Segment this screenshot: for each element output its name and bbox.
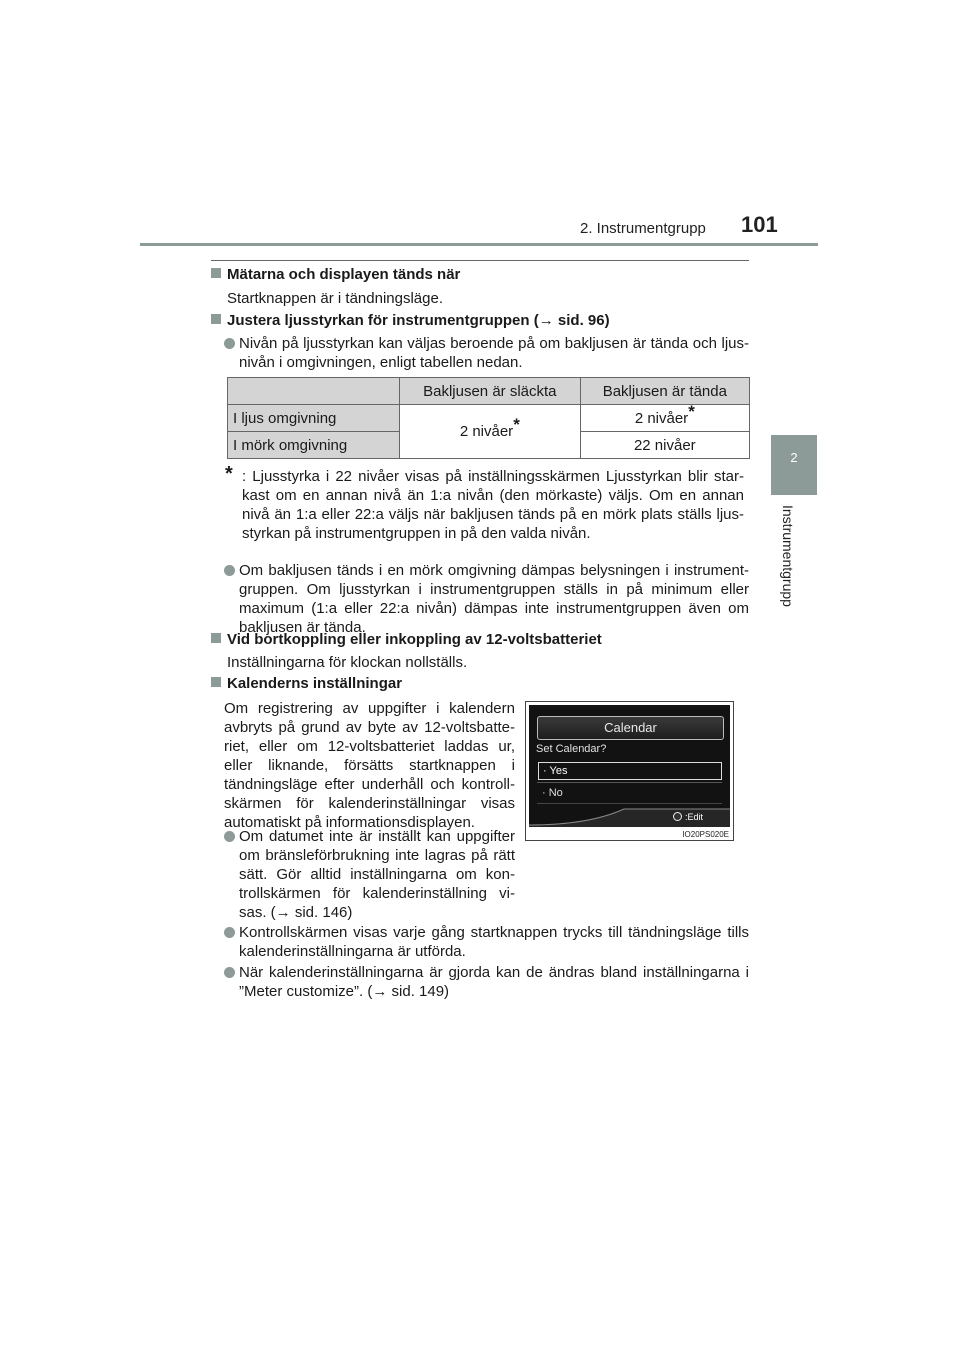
chapter-tab [771, 435, 817, 495]
bullet-text: Om datumet inte är inställt kan uppgifter om bränsleförbrukning inte lagras på rätt sätt. Gör alltid inställningarna om kon-trollskärmen för kalenderinställning vi-sas. (→ sid. 146) [239, 828, 515, 921]
divider [537, 782, 722, 783]
chapter-tab-label: Instrumentgrupp [780, 505, 796, 607]
calendar-screen-illustration [525, 701, 734, 841]
dial-knob-icon [673, 812, 682, 821]
section-heading: Kalenderns inställningar [211, 675, 402, 692]
table-row-label: I ljus omgivning [228, 405, 400, 432]
section-text: Startknappen är i tändningsläge. [227, 290, 443, 307]
screen-prompt: Set Calendar? [536, 743, 607, 755]
footnote-text: : Ljusstyrka i 22 nivåer visas på inställningsskärmen Ljusstyrkan blir star-kast om en annan nivå än 1:a nivån (den mörkaste) väljs. Om en annan nivå än 1:a eller 22:a väljs när bakljusen tänds på en mörk plats ställs ljus-styrkan på instrumentgruppen in på den valda nivån. [242, 468, 744, 542]
chapter-tab-number: 2 [790, 450, 798, 465]
bullet-text: Kontrollskärmen visas varje gång startknappen trycks till tändningsläge tills kalenderinställningarna är utförda. [239, 924, 749, 960]
brightness-table [227, 377, 750, 459]
bullet-text: Om bakljusen tänds i en mörk omgivning dämpas belysningen i instrument-gruppen. Om ljusstyrkan i instrumentgruppen ställs in på minimum eller maximum (1:a eller 22:a nivån) dämpas inte instrumentgruppen även om bakljusen är tända. [239, 562, 749, 636]
image-code: IO20PS020E [682, 830, 729, 839]
option-yes: · Yes [538, 762, 722, 780]
table-corner [228, 378, 400, 405]
round-bullet-icon [224, 338, 235, 349]
display-screen [529, 705, 730, 827]
table-cell: 2 nivåer* [580, 405, 749, 432]
section-text: Om registrering av uppgifter i kalendern avbryts på grund av byte av 12-voltsbatte-riet, eller om 12-voltsbatteriet laddas ur, eller liknande, försätts startknappen i tändningsläge efter underhåll och kontroll-skärmen för kalenderinställningar visas automatiskt på informationsdisplayen. [224, 700, 515, 831]
square-bullet-icon [211, 677, 221, 687]
divider [537, 803, 722, 804]
section-heading: Justera ljusstyrkan för instrumentgruppen (→ sid. 96) [211, 312, 610, 329]
section-heading: Vid bortkoppling eller inkoppling av 12-voltsbatteriet [211, 631, 602, 648]
page-number: 101 [741, 212, 778, 237]
table-row-label: I mörk omgivning [228, 432, 400, 459]
screen-title: Calendar [537, 716, 724, 740]
table-header: Bakljusen är släckta [400, 378, 581, 405]
table-cell: 2 nivåer* [400, 405, 581, 459]
section-text: Inställningarna för klockan nollställs. [227, 654, 468, 671]
square-bullet-icon [211, 268, 221, 278]
square-bullet-icon [211, 633, 221, 643]
square-bullet-icon [211, 314, 221, 324]
option-no: · No [542, 787, 563, 799]
section-heading: Mätarna och displayen tänds när [211, 266, 460, 283]
bullet-text: Nivån på ljusstyrkan kan väljas beroende på om bakljusen är tända och ljus-nivån i omgivningen, enligt tabellen nedan. [239, 335, 749, 371]
round-bullet-icon [224, 927, 235, 938]
edit-label: :Edit [685, 812, 704, 822]
table-cell: 22 nivåer [580, 432, 749, 459]
round-bullet-icon [224, 831, 235, 842]
chapter-title: 2. Instrumentgrupp [580, 220, 706, 237]
round-bullet-icon [224, 565, 235, 576]
header-divider [140, 243, 818, 246]
footnote-mark: * [225, 463, 233, 485]
content-top-rule [211, 260, 749, 261]
table-header: Bakljusen är tända [580, 378, 749, 405]
round-bullet-icon [224, 967, 235, 978]
bullet-text: När kalenderinställningarna är gjorda kan de ändras bland inställningarna i ”Meter customize”. (→ sid. 149) [239, 964, 749, 1000]
